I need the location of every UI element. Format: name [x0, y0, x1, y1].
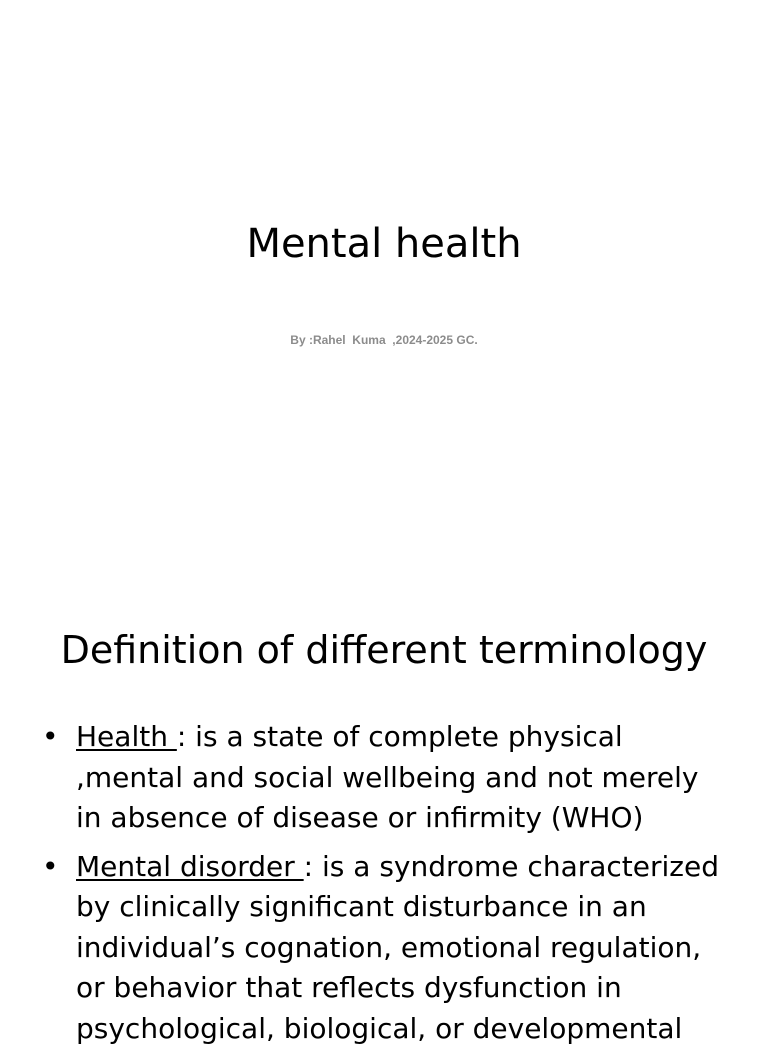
- term-definition: : is a state of complete physical ,mental and social wellbeing and not merely in absence of disease or infirmity (WHO): [76, 720, 699, 834]
- slide-title: Definition of different terminology: [60, 628, 708, 672]
- term-label: Health: [76, 720, 177, 753]
- term-definition: : is a syndrome characterized by clinically significant disturbance in an individual’s cognation, emotional regulation, or behavior that reflects dysfunction in psychological, biological, or developmental: [76, 849, 719, 1045]
- bullet-item-mental-disorder: [0, 847, 768, 1050]
- term-label: Mental disorder: [76, 849, 304, 883]
- bullet-item-health: [0, 717, 768, 839]
- slide-subtitle: By :Rahel Kuma ,2024-2025 GC.: [290, 333, 478, 347]
- bullet-list: [0, 717, 768, 1057]
- bullet-icon: •: [42, 720, 59, 753]
- content-slide: [0, 576, 768, 1045]
- slide-title: Mental health: [246, 221, 522, 267]
- bullet-icon: •: [42, 849, 59, 883]
